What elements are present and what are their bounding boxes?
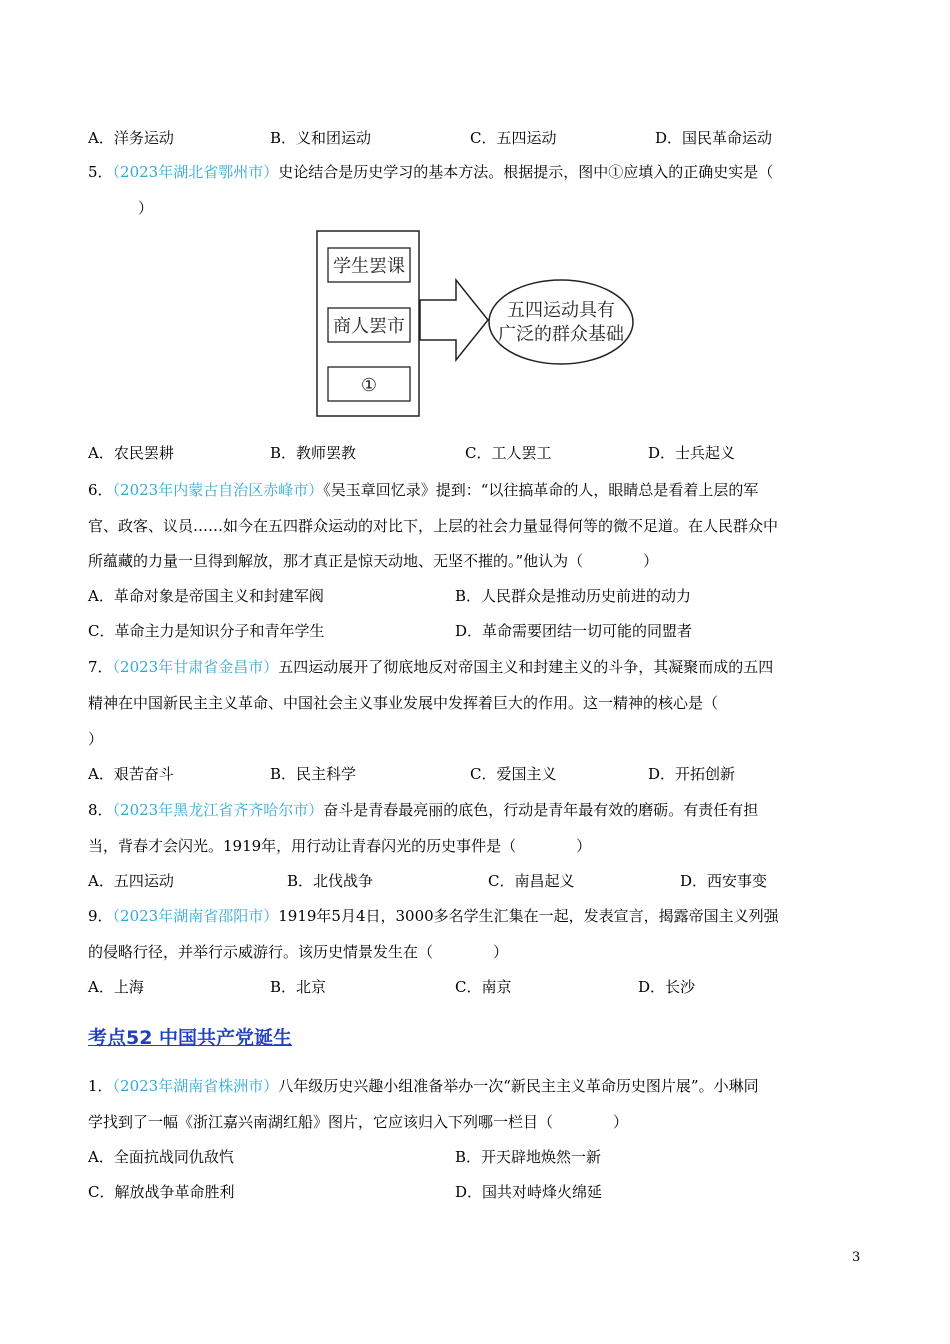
- diagram-ellipse-line1: 五四运动具有: [507, 300, 615, 321]
- q8-stem-line2: 当，背春才会闪光。1919年，用行动让青春闪光的历史事件是（ ）: [88, 837, 592, 855]
- q9-option-a: A．上海: [88, 978, 144, 996]
- q9-text1: 1919年5月4日，3000多名学生汇集在一起，发表宣言，揭露帝国主义列强: [278, 907, 779, 925]
- s1-option-c: C．解放战争革命胜利: [88, 1183, 235, 1201]
- s1-option-d: D．国共对峙烽火绵延: [455, 1183, 603, 1201]
- q9-stem-line1: [88, 906, 779, 926]
- s1-option-a: A．全面抗战同仇敌忾: [88, 1148, 234, 1166]
- q9-number: 9．: [88, 907, 113, 925]
- diagram-arrow: [420, 280, 488, 360]
- q7-stem-line1: [88, 657, 773, 677]
- diagram-box1-text: 学生罢课: [333, 256, 405, 277]
- q7-option-c: C．爱国主义: [470, 765, 557, 783]
- page-number: 3: [852, 1250, 861, 1265]
- q8-option-b: B．北伐战争: [287, 872, 374, 890]
- diagram-box3-text: ①: [360, 375, 378, 396]
- s1-text1: 八年级历史兴趣小组准备举办一次“新民主主义革命历史图片展”。小琳同: [278, 1077, 759, 1095]
- q7-number: 7．: [88, 658, 113, 676]
- q5-option-a: A．农民罢耕: [88, 444, 174, 462]
- s1-source: （2023年湖南省株洲市）: [112, 1077, 279, 1095]
- q7-option-b: B．民主科学: [270, 765, 357, 783]
- diagram-ellipse: [489, 280, 633, 364]
- q6-option-b: B．人民群众是推动历史前进的动力: [455, 587, 692, 605]
- q4-option-b: B．义和团运动: [270, 129, 372, 147]
- q8-option-d: D．西安事变: [680, 872, 768, 890]
- q6-source: （2023年内蒙古自治区赤峰市）: [112, 481, 324, 499]
- q9-option-c: C．南京: [455, 978, 512, 996]
- q9-source: （2023年湖南省邵阳市）: [112, 907, 279, 925]
- q5-diagram: [316, 230, 646, 418]
- q8-source: （2023年黑龙江省齐齐哈尔市）: [112, 801, 324, 819]
- q8-number: 8．: [88, 801, 113, 819]
- s1-number: 1．: [88, 1077, 113, 1095]
- s1-stem-line1: [88, 1076, 759, 1096]
- q7-option-a: A．艰苦奋斗: [88, 765, 174, 783]
- q8-stem-line1: [88, 800, 758, 820]
- q9-option-d: D．长沙: [638, 978, 696, 996]
- q5-stem-line2: ）: [138, 199, 154, 217]
- q5-option-b: B．教师罢教: [270, 444, 357, 462]
- q5-option-c: C．工人罢工: [465, 444, 552, 462]
- q6-option-a: A．革命对象是帝国主义和封建军阀: [88, 587, 324, 605]
- q7-source: （2023年甘肃省金昌市）: [112, 658, 279, 676]
- q6-stem-line3: 所蕴藏的力量一旦得到解放，那才真正是惊天动地、无坚不摧的。”他认为（ ）: [88, 552, 659, 570]
- q5-number: 5．: [88, 163, 113, 181]
- q6-stem-line1: [88, 480, 758, 500]
- diagram-ellipse-line2: 广泛的群众基础: [498, 324, 624, 345]
- q7-text1: 五四运动展开了彻底地反对帝国主义和封建主义的斗争，其凝聚而成的五四: [278, 658, 774, 676]
- q7-option-d: D．开拓创新: [648, 765, 736, 783]
- q6-text1: 《吴玉章回忆录》提到：“以往搞革命的人，眼睛总是看着上层的军: [323, 481, 759, 499]
- q6-option-d: D．革命需要团结一切可能的同盟者: [455, 622, 693, 640]
- q8-option-a: A．五四运动: [88, 872, 174, 890]
- q6-stem-line2: 官、政客、议员……如今在五四群众运动的对比下，上层的社会力量显得何等的微不足道。在人民群众中: [88, 517, 779, 535]
- q9-stem-line2: 的侵略行径，并举行示威游行。该历史情景发生在（ ）: [88, 943, 509, 961]
- q5-source: （2023年湖北省鄂州市）: [112, 163, 279, 181]
- q6-option-c: C．革命主力是知识分子和青年学生: [88, 622, 325, 640]
- q5-stem-line1: [88, 162, 773, 182]
- q4-option-d: D．国民革命运动: [655, 129, 773, 147]
- s1-stem-line2: 学找到了一幅《浙江嘉兴南湖红船》图片，它应该归入下列哪一栏目（ ）: [88, 1113, 629, 1131]
- q4-option-c: C．五四运动: [470, 129, 557, 147]
- q7-stem-line3: ）: [88, 730, 104, 748]
- s1-option-b: B．开天辟地焕然一新: [455, 1148, 602, 1166]
- q4-option-a: A．洋务运动: [88, 129, 174, 147]
- q5-option-d: D．士兵起义: [648, 444, 736, 462]
- q9-option-b: B．北京: [270, 978, 327, 996]
- q8-text1: 奋斗是青春最亮丽的底色，行动是青年最有效的磨砺。有责任有担: [323, 801, 759, 819]
- q5-text1: 史论结合是历史学习的基本方法。根据提示，图中①应填入的正确史实是（: [278, 163, 774, 181]
- q8-option-c: C．南昌起义: [488, 872, 575, 890]
- q6-number: 6．: [88, 481, 113, 499]
- diagram-box2-text: 商人罢市: [333, 316, 405, 337]
- q7-stem-line2: 精神在中国新民主主义革命、中国社会主义事业发展中发挥着巨大的作用。这一精神的核心是（: [88, 694, 719, 712]
- section-heading: 考点52 中国共产党诞生: [88, 1027, 293, 1049]
